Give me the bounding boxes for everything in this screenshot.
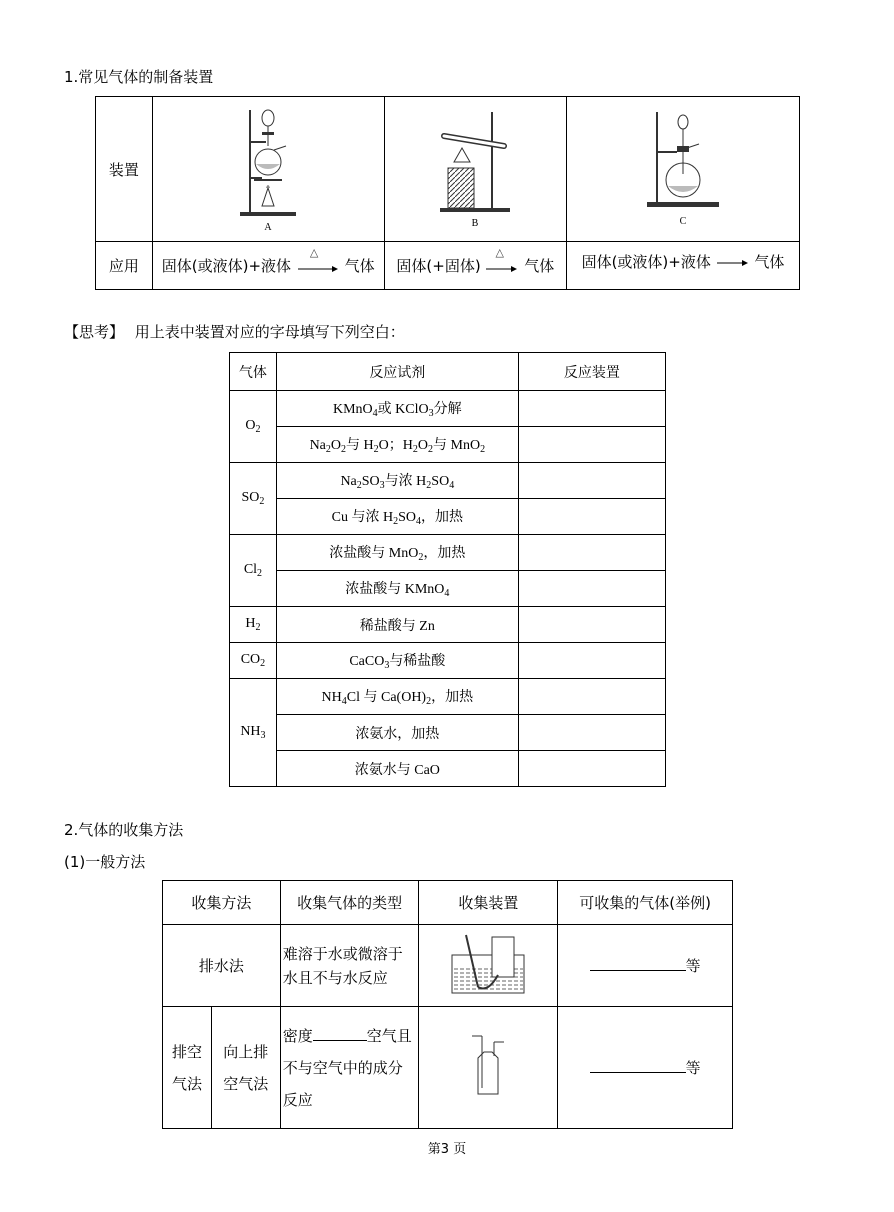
up-apparatus xyxy=(419,1007,558,1129)
answer-blank[interactable] xyxy=(313,1040,367,1041)
apparatus-c-icon xyxy=(643,102,723,232)
reagent-row: KMnO$_4$或 KClO$_3$分解 xyxy=(276,391,518,427)
think-tag: 【思考】 xyxy=(64,323,125,341)
apparatus-a xyxy=(152,97,384,242)
device-row-label: 装置 xyxy=(96,97,153,242)
gas-o2: $O_2$ xyxy=(230,391,277,463)
heat-arrow-b: △ xyxy=(485,260,519,274)
svg-text:C: C xyxy=(679,216,687,227)
reagent-row: $NH_4Cl$ 与 $Ca(OH)_2$，加热 xyxy=(276,679,518,715)
water-trough-icon xyxy=(448,931,528,997)
use-b: 固体(+固体) △ 气体 xyxy=(384,242,566,290)
header-device: 收集装置 xyxy=(419,881,558,925)
gas-nh3: $NH_3$ xyxy=(230,679,277,787)
answer-cell[interactable] xyxy=(518,643,665,679)
water-example: 等 xyxy=(558,925,733,1007)
answer-cell[interactable] xyxy=(518,535,665,571)
reagent-row: 浓氨水，加热 xyxy=(276,715,518,751)
reagent-row: 浓氨水与 CaO xyxy=(276,751,518,787)
section1-heading: 1.常见气体的制备装置 xyxy=(64,68,214,86)
collection-table xyxy=(162,880,733,1129)
heat-arrow-a: △ xyxy=(296,260,340,274)
answer-cell[interactable] xyxy=(518,463,665,499)
answer-cell[interactable] xyxy=(518,391,665,427)
air-method: 排空 气法 xyxy=(163,1007,212,1129)
answer-blank[interactable] xyxy=(590,970,686,971)
gas-so2: $SO_2$ xyxy=(230,463,277,535)
water-apparatus xyxy=(419,925,558,1007)
arrow-c xyxy=(716,256,750,270)
answer-cell[interactable] xyxy=(518,607,665,643)
reagent-row: CaCO$_3$与稀盐酸 xyxy=(276,643,518,679)
reagent-row: 浓盐酸与 MnO$_2$，加热 xyxy=(276,535,518,571)
answer-cell[interactable] xyxy=(518,679,665,715)
gas-bottle-icon xyxy=(468,1034,508,1098)
answer-cell[interactable] xyxy=(518,751,665,787)
header-device: 反应装置 xyxy=(518,353,665,391)
header-type: 收集气体的类型 xyxy=(280,881,419,925)
answer-cell[interactable] xyxy=(518,571,665,607)
gas-co2: $CO_2$ xyxy=(230,643,277,679)
reagent-row: 稀盐酸与 Zn xyxy=(276,607,518,643)
header-reagent: 反应试剂 xyxy=(276,353,518,391)
apparatus-b-icon xyxy=(430,102,520,232)
answer-cell[interactable] xyxy=(518,427,665,463)
header-method: 收集方法 xyxy=(163,881,281,925)
up-method: 向上排 空气法 xyxy=(211,1007,280,1129)
header-gas: 气体 xyxy=(230,353,277,391)
reagent-row: $Na_2O_2$与 $H_2O$；$H_2O_2$与 MnO$_2$ xyxy=(276,427,518,463)
apparatus-a-icon xyxy=(228,102,308,232)
gas-h2: $H_2$ xyxy=(230,607,277,643)
section2-sub: (1)一般方法 xyxy=(64,853,146,871)
water-method: 排水法 xyxy=(163,925,281,1007)
use-c: 固体(或液体)+液体 气体 xyxy=(567,242,800,290)
page-footer: 第3 页 xyxy=(427,1142,467,1157)
answer-cell[interactable] xyxy=(518,715,665,751)
reagent-table xyxy=(229,352,666,787)
apparatus-c xyxy=(567,97,800,242)
svg-text:A: A xyxy=(264,222,272,232)
apparatus-b xyxy=(384,97,566,242)
use-a: 固体(或液体)+液体 △ 气体 xyxy=(152,242,384,290)
up-type: 密度 空气且不与空气中的成分反应 xyxy=(280,1007,419,1129)
reagent-row: Cu 与浓 $H_2SO_4$，加热 xyxy=(276,499,518,535)
section2-heading: 2.气体的收集方法 xyxy=(64,821,184,839)
reagent-row: $Na_2SO_3$与浓 $H_2SO_4$ xyxy=(276,463,518,499)
reagent-row: 浓盐酸与 KMnO$_4$ xyxy=(276,571,518,607)
think-text: 用上表中装置对应的字母填写下列空白： xyxy=(134,323,405,341)
use-row-label: 应用 xyxy=(96,242,153,290)
water-type: 难溶于水或微溶于水且不与水反应 xyxy=(280,925,419,1007)
answer-cell[interactable] xyxy=(518,499,665,535)
header-example: 可收集的气体(举例) xyxy=(558,881,733,925)
answer-blank[interactable] xyxy=(590,1072,686,1073)
device-table xyxy=(95,96,800,290)
up-example: 等 xyxy=(558,1007,733,1129)
gas-cl2: $Cl_2$ xyxy=(230,535,277,607)
svg-text:B: B xyxy=(472,218,479,229)
think-prompt xyxy=(64,321,405,342)
